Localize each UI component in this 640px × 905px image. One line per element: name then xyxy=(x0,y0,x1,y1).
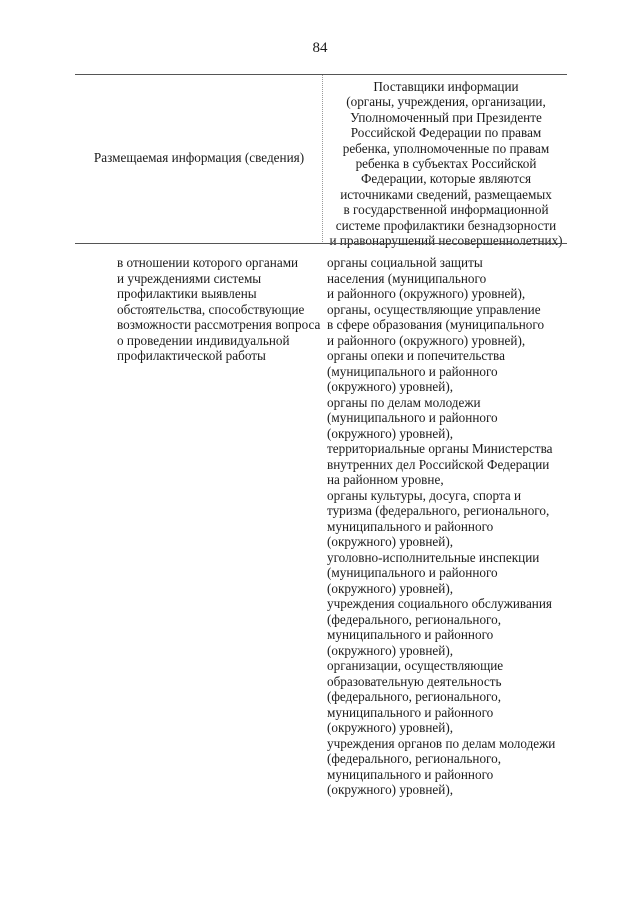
text-line: профилактики выявлены xyxy=(117,286,257,301)
text-line: и районного (окружного) уровней), xyxy=(327,286,526,301)
text-line: (окружного) уровней), xyxy=(327,425,454,441)
text-line: (муниципального и районного xyxy=(327,565,498,580)
text-line: в государственной информационной xyxy=(343,202,549,218)
text-line: населения (муниципального xyxy=(327,270,487,286)
text-line: Российской Федерации по правам xyxy=(350,125,542,141)
text-line: муниципального и районного xyxy=(327,627,494,642)
text-line: уголовно-исполнительные инспекции xyxy=(327,549,540,565)
text-line: (муниципального и районного xyxy=(327,410,498,425)
text-line: на районном уровне, xyxy=(327,472,444,487)
text-line: органы опеки и попечительства xyxy=(327,348,505,363)
text-line: (федерального, регионального, xyxy=(327,689,502,704)
text-line: (органы, учреждения, организации, xyxy=(346,94,546,110)
text-line: о проведении индивидуальной xyxy=(117,332,290,348)
text-line: и районного (окружного) уровней), xyxy=(327,332,526,348)
text-line: органы социальной защиты xyxy=(327,255,483,270)
text-line: в сфере образования (муниципального xyxy=(327,317,545,332)
text-line: территориальные органы Министерства xyxy=(327,441,553,456)
text-line: и правонарушений несовершеннолетних) xyxy=(329,233,563,249)
text-line: (федерального, регионального, xyxy=(327,751,502,766)
text-line: (окружного) уровней), xyxy=(327,534,454,549)
cell-information-providers xyxy=(327,255,567,798)
text-line: (окружного) уровней), xyxy=(327,782,454,797)
text-line: Уполномоченный при Президенте xyxy=(350,109,542,125)
text-line: источниками сведений, размещаемых xyxy=(340,186,552,202)
text-line: (окружного) уровней), xyxy=(327,580,454,596)
page-number: 84 xyxy=(312,40,328,56)
header-bottom-rule xyxy=(75,243,567,244)
header-placed-information: Размещаемая информация (сведения) xyxy=(93,150,305,165)
text-line: (муниципального и районного xyxy=(327,363,498,379)
text-line: муниципального и районного xyxy=(327,704,494,720)
text-line: ребенка, уполномоченные по правам xyxy=(342,140,550,156)
text-line: профилактической работы xyxy=(117,348,266,363)
text-line: Поставщики информации xyxy=(373,79,519,94)
text-line: (федерального, регионального, xyxy=(327,611,502,627)
text-line: органы, осуществляющие управление xyxy=(327,301,541,317)
text-line: системе профилактики безнадзорности xyxy=(335,217,557,233)
text-line: учреждения органов по делам молодежи xyxy=(327,735,556,751)
text-line: образовательную деятельность xyxy=(327,673,502,689)
header-column-divider xyxy=(322,75,323,242)
text-line: организации, осуществляющие xyxy=(327,658,504,673)
text-line: туризма (федерального, регионального, xyxy=(327,503,550,518)
text-line: обстоятельства, способствующие xyxy=(117,301,305,317)
text-line: органы по делам молодежи xyxy=(327,394,481,410)
text-line: возможности рассмотрения вопроса xyxy=(117,317,321,332)
text-line: (окружного) уровней), xyxy=(327,642,454,658)
text-line: муниципального и районного xyxy=(327,766,494,782)
text-line: ребенка в субъектах Российской xyxy=(355,156,537,172)
text-line: учреждения социального обслуживания xyxy=(327,596,552,611)
text-line: в отношении которого органами xyxy=(117,255,299,270)
text-line: (окружного) уровней), xyxy=(327,720,454,735)
text-line: органы культуры, досуга, спорта и xyxy=(327,487,522,503)
text-line: Федерации, которые являются xyxy=(360,171,532,187)
cell-placed-information xyxy=(117,255,322,364)
text-line: (окружного) уровней), xyxy=(327,379,454,394)
text-line: и учреждениями системы xyxy=(117,270,262,286)
text-line: внутренних дел Российской Федерации xyxy=(327,456,550,472)
header-information-providers xyxy=(326,79,566,248)
text-line: муниципального и районного xyxy=(327,518,494,534)
table-top-rule xyxy=(75,74,567,75)
